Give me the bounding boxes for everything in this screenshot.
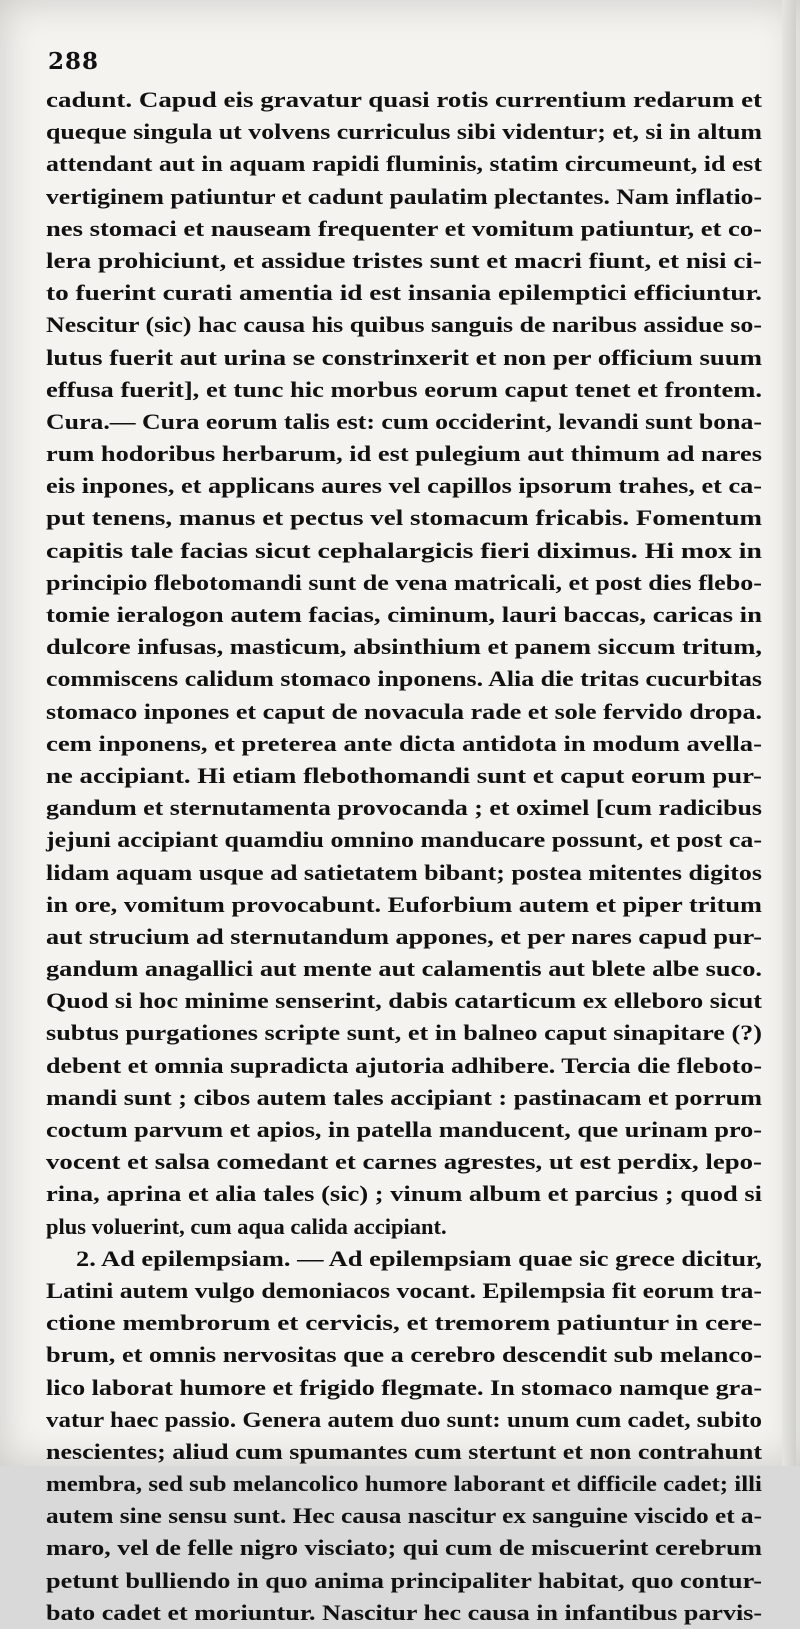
text-line [46,1436,766,1468]
text-line [46,1114,766,1146]
text-line [46,696,766,728]
text-line [46,889,766,921]
text-line [46,438,766,470]
text-line-content: lera prohiciunt, et assidue tristes sunt et macri fiunt, et nisi ci- [46,247,762,273]
text-line [46,1050,766,1082]
text-line-content: lico laborat humore et frigido flegmate. In stomaco namque gra- [46,1374,763,1400]
text-line-content: subtus purgationes scripte sunt, et in balneo caput sinapitare (?) [46,1020,763,1046]
text-line-content: petunt bulliendo in quo anima principaliter habitat, quo contur- [46,1567,763,1593]
text-line-content: to fuerint curati amentia id est insania epilemptici efficiuntur. [46,280,762,306]
text-line-content: vertiginem patiuntur et cadunt paulatim plectantes. Nam inflatio- [46,183,763,209]
text-line-content: stomaco inpones et caput de novacula rade et sole fervido dropa. [46,698,763,724]
text-line [46,470,766,502]
text-line [46,502,766,534]
text-line [46,985,766,1017]
text-line-content: nescientes; aliud cum spumantes cum stertunt et non contrahunt [46,1438,762,1464]
text-line-content: debent et omnia supradicta ajutoria adhibere. Tercia die fleboto- [46,1052,762,1078]
text-line [46,213,766,245]
text-line [46,406,766,438]
text-line [46,631,766,663]
text-line-content: gandum et sternutamenta provocanda ; et oximel [cum radicibus [46,795,762,821]
text-line [46,599,766,631]
text-line-content: rina, aprina et alia tales (sic) ; vinum album et parcius ; quod si [46,1181,762,1207]
text-line-content: attendant aut in aquam rapidi fluminis, statim circumeunt, id est [46,151,762,177]
page-edge-shadow [782,0,796,1466]
text-line-content: aut strucium ad sternutandum appones, et per nares capud pur- [46,923,762,949]
text-line [46,181,766,213]
text-line [46,760,766,792]
text-line [46,116,766,148]
text-line-content: in ore, vomitum provocabunt. Euforbium autem et piper tritum [46,891,763,917]
text-line [46,374,766,406]
text-line [46,1082,766,1114]
text-line [46,1597,766,1629]
text-line [46,663,766,695]
text-line-content: cadunt. Capud eis gravatur quasi rotis currentium redarum et [46,87,763,112]
text-line-content: 2. Ad epilempsiam. — Ad epilempsiam quae sic grece dicitur, [76,1245,762,1271]
text-line [46,1017,766,1049]
text-line [46,728,766,760]
text-line [46,792,766,824]
text-line [46,1146,766,1178]
text-line-content: membra, sed sub melancolico humore laborant et difficile cadet; illi [46,1471,762,1497]
text-line [46,857,766,889]
text-line [46,535,766,567]
text-line-content: brum, et omnis nervositas que a cerebro descendit sub melanco- [46,1342,762,1368]
text-line [46,84,766,116]
text-line [46,1243,766,1275]
text-line-content: Cura.— Cura eorum talis est: cum occiderint, levandi sunt bona- [46,408,763,434]
text-line [46,342,766,374]
text-line-content: lutus fuerit aut urina se constrinxerit et non per officium suum [46,344,762,370]
text-line-content: Latini autem vulgo demoniacos vocant. Epilempsia fit eorum tra- [46,1277,763,1303]
text-line [46,953,766,985]
text-line-content: maro, vel de felle nigro visciato; qui cum de miscuerint cerebrum [46,1535,762,1561]
text-line [46,1211,766,1243]
text-line-content: commiscens calidum stomaco inponens. Alia die tritas cucurbitas [46,666,762,692]
body-text [46,84,766,1629]
text-line [46,1565,766,1597]
text-line-content: bato cadet et moriuntur. Nascitur hec causa in infantibus parvis- [46,1599,763,1625]
text-line [46,921,766,953]
text-line-content: Nescitur (sic) hac causa his quibus sanguis de naribus assidue so- [46,312,763,338]
text-line [46,309,766,341]
text-line [46,1372,766,1404]
text-line [46,1178,766,1210]
text-line [46,1339,766,1371]
text-line-content: autem sine sensu sunt. Hec causa nascitur ex sanguine viscido et a- [46,1503,763,1529]
text-line-content: put tenens, manus et pectus vel stomacum fricabis. Fomentum [46,505,762,531]
text-line [46,277,766,309]
text-line [46,824,766,856]
text-line-content: jejuni accipiant quamdiu omnino manducare possunt, et post ca- [46,827,763,853]
text-line [46,148,766,180]
text-line [46,1468,766,1500]
page-number: 288 [48,48,100,75]
text-line [46,1500,766,1532]
text-line-content: Quod si hoc minime senserint, dabis catarticum ex elleboro sicut [46,988,762,1014]
text-line-content: gandum anagallici aut mente aut calamentis aut blete albe suco. [46,956,763,982]
text-line [46,1275,766,1307]
text-line-content: principio flebotomandi sunt de vena matricali, et post dies flebo- [46,569,762,595]
text-line-content: cem inponens, et preterea ante dicta antidota in modum avella- [46,730,763,756]
text-line-content: mandi sunt ; cibos autem tales accipiant : pastinacam et porrum [46,1084,763,1110]
text-line-content: plus voluerint, cum aqua calida accipiant. [46,1213,447,1239]
text-line-content: dulcore infusas, masticum, absinthium et panem siccum tritum, [46,634,762,660]
text-line-content: nes stomaci et nauseam frequenter et vomitum patiuntur, et co- [46,215,763,241]
text-line [46,1307,766,1339]
text-line-content: ne accipiant. Hi etiam flebothomandi sunt et caput eorum pur- [46,762,762,788]
text-line [46,567,766,599]
text-line-content: ctione membrorum et cervicis, et tremorem patiuntur in cere- [46,1310,763,1336]
text-line-content: eis inpones, et applicans aures vel capillos ipsorum trahes, et ca- [46,473,763,499]
text-line [46,1404,766,1436]
text-line [46,245,766,277]
text-line-content: queque singula ut volvens curriculus sibi videntur; et, si in altum [46,119,763,145]
text-line-content: tomie ieralogon autem facias, ciminum, lauri baccas, caricas in [46,602,763,627]
text-line-content: effusa fuerit], et tunc hic morbus eorum caput tenet et frontem. [46,376,763,402]
text-line-content: vocent et salsa comedant et carnes agrestes, ut est perdix, lepo- [46,1149,762,1175]
text-line-content: vatur haec passio. Genera autem duo sunt: unum cum cadet, subito [46,1406,762,1432]
text-line-content: rum hodoribus herbarum, id est pulegium aut thimum ad nares [46,441,763,467]
text-line [46,1532,766,1564]
text-line-content: capitis tale facias sicut cephalargicis fieri diximus. Hi mox in [46,537,762,563]
text-line-content: coctum parvum et apios, in patella manducent, que urinam pro- [46,1117,763,1142]
text-line-content: lidam aquam usque ad satietatem bibant; postea mitentes digitos [46,859,762,885]
